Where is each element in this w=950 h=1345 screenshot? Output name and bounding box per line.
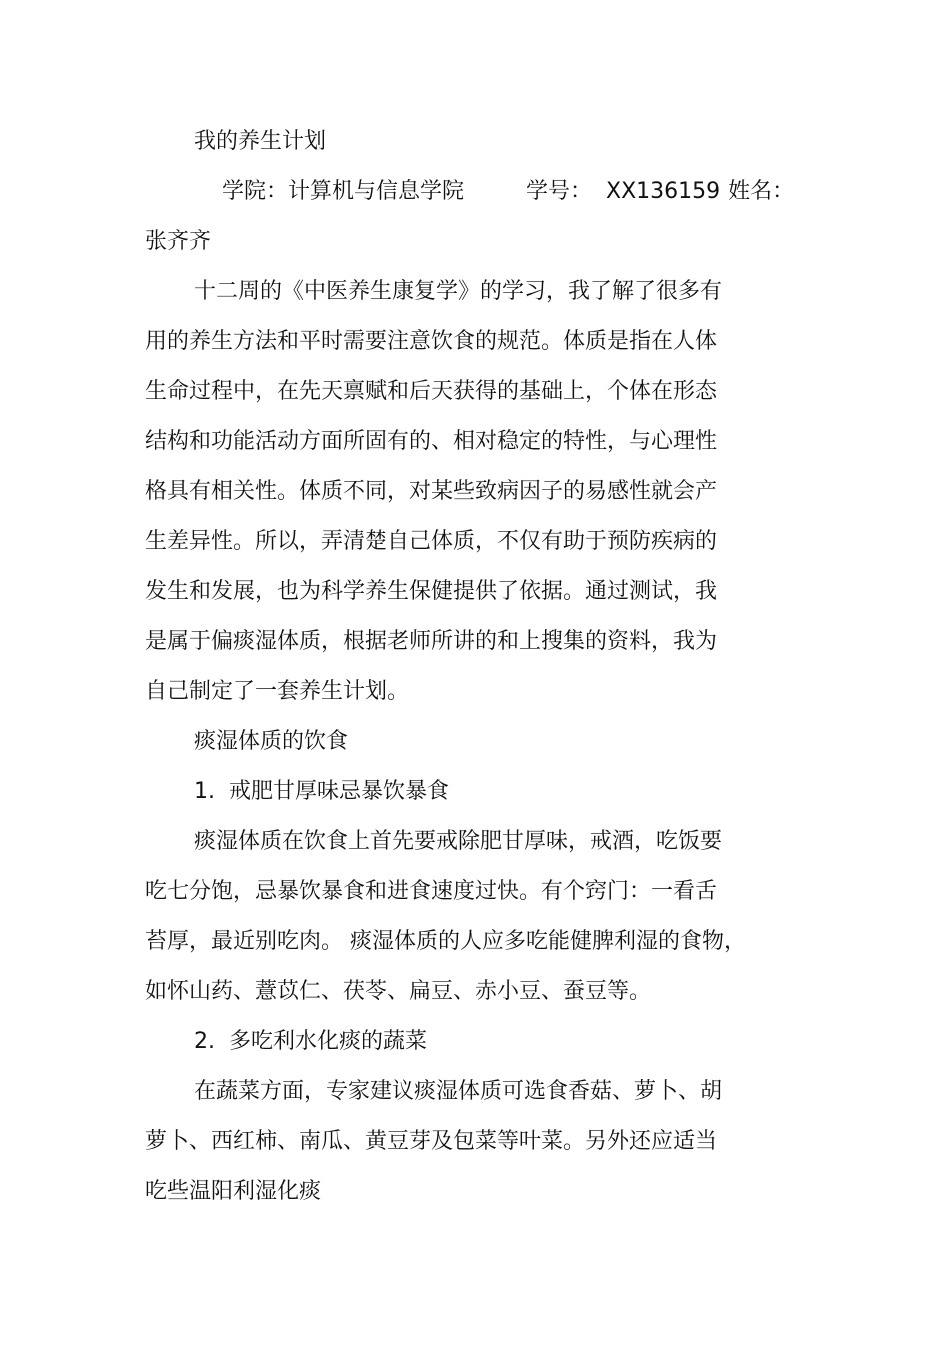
author-info-line (222, 177, 794, 207)
paragraph-line: 发生和发展，也为科学养生保健提供了依据。通过测试，我 (145, 579, 718, 604)
paragraph-line: 结构和功能活动方面所固有的、相对稳定的特性，与心理性 (145, 429, 718, 454)
list-item-heading (194, 1027, 427, 1057)
paragraph-line: 生差异性。所以，弄清楚自己体质，不仅有助于预防疾病的 (145, 529, 718, 554)
list-item-title: 多吃利水化痰的蔬菜 (229, 1029, 428, 1054)
paragraph-line: 自己制定了一套养生计划。 (145, 679, 410, 704)
list-item-heading (194, 777, 449, 807)
paragraph-line: 是属于偏痰湿体质，根据老师所讲的和上搜集的资料，我为 (145, 629, 718, 654)
paragraph-line: 在蔬菜方面，专家建议痰湿体质可选食香菇、萝卜、胡 (194, 1079, 723, 1104)
student-id-value: XX136159 (606, 179, 721, 204)
paragraph-line: 痰湿体质在饮食上首先要戒除肥甘厚味，戒酒，吃饭要 (194, 829, 723, 854)
list-item-number: 1. (194, 779, 215, 804)
paragraph-line: 吃些温阳利湿化痰 (145, 1179, 322, 1204)
name-label: 姓名： (728, 179, 795, 204)
paragraph-line: 用的养生方法和平时需要注意饮食的规范。体质是指在人体 (145, 329, 718, 354)
paragraph-line: 萝卜、西红柿、南瓜、黄豆芽及包菜等叶菜。另外还应适当 (145, 1129, 718, 1154)
author-name: 张齐齐 (145, 229, 212, 254)
paragraph-line: 生命过程中，在先天禀赋和后天获得的基础上，个体在形态 (145, 379, 718, 404)
list-item-title: 戒肥甘厚味忌暴饮暴食 (229, 779, 450, 804)
section-heading: 痰湿体质的饮食 (194, 729, 349, 754)
paragraph-line: 如怀山药、薏苡仁、茯苓、扁豆、赤小豆、蚕豆等。 (145, 979, 652, 1004)
document-title: 我的养生计划 (194, 129, 327, 154)
paragraph-line: 格具有相关性。体质不同，对某些致病因子的易感性就会产 (145, 479, 718, 504)
paragraph-line: 十二周的《中医养生康复学》的学习，我了解了很多有 (194, 279, 723, 304)
paragraph-line: 吃七分饱，忌暴饮暴食和进食速度过快。有个窍门：一看舌 (145, 879, 718, 904)
student-id-label: 学号： (526, 179, 593, 204)
college-info: 学院：计算机与信息学院 (222, 179, 465, 204)
paragraph-line: 苔厚，最近别吃肉。 痰湿体质的人应多吃能健脾利湿的食物， (145, 929, 746, 954)
list-item-number: 2. (194, 1029, 215, 1054)
